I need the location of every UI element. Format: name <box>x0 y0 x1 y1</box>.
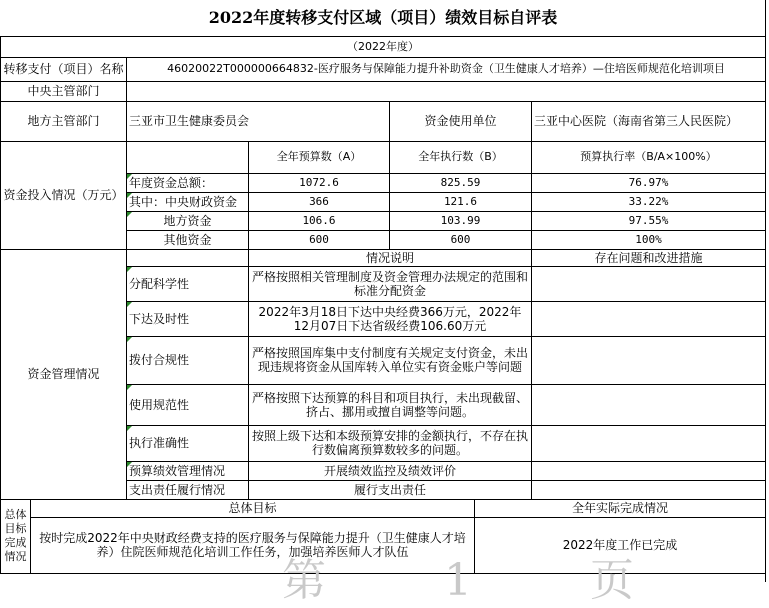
goals-header-target: 总体目标 <box>31 499 475 517</box>
funds-row-label: 其他资金 <box>127 230 249 249</box>
funds-row-label: 其中：中央财政资金 <box>127 192 249 211</box>
page-title: 2022年度转移支付区域（项目）绩效目标自评表 <box>1 0 766 36</box>
funds-row-rate: 100% <box>532 230 766 249</box>
funds-row-label: 地方资金 <box>127 211 249 230</box>
management-item-label: 执行准确性 <box>127 425 249 461</box>
project-name-value: 46020022T000000664832-医疗服务与保障能力提升补助资金（卫生健康人才培养）—住培医师规范化培训项目 <box>127 57 766 81</box>
management-item-issue <box>532 336 766 384</box>
project-name-label: 转移支付（项目）名称 <box>1 57 127 81</box>
management-item-issue <box>532 480 766 499</box>
central-dept-label: 中央主管部门 <box>1 81 127 101</box>
year-label: （2022年度） <box>1 36 766 57</box>
funds-row-budget: 106.6 <box>249 211 390 230</box>
management-item-desc: 2022年3月18日下达中央经费366万元，2022年12月07日下达省级经费106.60万元 <box>249 301 532 336</box>
management-item-label: 预算绩效管理情况 <box>127 461 249 480</box>
management-header-blank <box>127 249 249 266</box>
management-item-desc: 严格按照下达预算的科目和项目执行，未出现截留、挤占、挪用或擅自调整等问题。 <box>249 384 532 425</box>
central-dept-value <box>127 81 766 101</box>
management-item-issue <box>532 425 766 461</box>
management-item-label: 拨付合规性 <box>127 336 249 384</box>
management-item-label: 分配科学性 <box>127 266 249 301</box>
funds-row-rate: 97.55% <box>532 211 766 230</box>
goals-actual-text: 2022年度工作已完成 <box>475 517 766 573</box>
goals-section-label: 总体目标完成情况 <box>1 499 31 573</box>
fund-user-label: 资金使用单位 <box>390 101 532 141</box>
funds-row-budget: 366 <box>249 192 390 211</box>
fund-user-value: 三亚中心医院（海南省第三人民医院） <box>532 101 766 141</box>
management-item-issue <box>532 384 766 425</box>
management-section-label: 资金管理情况 <box>1 249 127 499</box>
local-dept-value: 三亚市卫生健康委员会 <box>127 101 390 141</box>
management-header-desc: 情况说明 <box>249 249 532 266</box>
goals-target-text: 按时完成2022年中央财政经费支持的医疗服务与保障能力提升（卫生健康人才培养）住院医师规范化培训工作任务，加强培养医师人才队伍 <box>31 517 475 573</box>
page-watermark: 第 1 页 <box>282 555 686 606</box>
management-item-issue <box>532 301 766 336</box>
management-item-desc: 严格按照相关管理制度及资金管理办法规定的范围和标准分配资金 <box>249 266 532 301</box>
funds-row-executed: 825.59 <box>390 173 532 192</box>
funds-row-executed: 600 <box>390 230 532 249</box>
sheet-right-border <box>765 0 766 582</box>
management-item-issue <box>532 461 766 480</box>
management-item-label: 使用规范性 <box>127 384 249 425</box>
funds-row-label: 年度资金总额： <box>127 173 249 192</box>
management-item-label: 支出责任履行情况 <box>127 480 249 499</box>
management-item-desc: 履行支出责任 <box>249 480 532 499</box>
funds-section-label: 资金投入情况（万元） <box>1 141 127 249</box>
funds-row-rate: 76.97% <box>532 173 766 192</box>
funds-header-budget: 全年预算数（A） <box>249 141 390 173</box>
funds-row-rate: 33.22% <box>532 192 766 211</box>
funds-row-executed: 121.6 <box>390 192 532 211</box>
funds-row-executed: 103.99 <box>390 211 532 230</box>
funds-header-blank <box>127 141 249 173</box>
management-item-desc: 按照上级下达和本级预算安排的金额执行，不存在执行数偏离预算数较多的问题。 <box>249 425 532 461</box>
goals-header-actual: 全年实际完成情况 <box>475 499 766 517</box>
management-item-issue <box>532 266 766 301</box>
management-item-label: 下达及时性 <box>127 301 249 336</box>
management-header-issue: 存在问题和改进措施 <box>532 249 766 266</box>
management-item-desc: 开展绩效监控及绩效评价 <box>249 461 532 480</box>
funds-row-budget: 1072.6 <box>249 173 390 192</box>
management-item-desc: 严格按照国库集中支付制度有关规定支付资金，未出现违规将资金从国库转入单位实有资金账户等问题 <box>249 336 532 384</box>
funds-header-rate: 预算执行率（B/A×100%） <box>532 141 766 173</box>
local-dept-label: 地方主管部门 <box>1 101 127 141</box>
funds-row-budget: 600 <box>249 230 390 249</box>
funds-header-executed: 全年执行数（B） <box>390 141 532 173</box>
